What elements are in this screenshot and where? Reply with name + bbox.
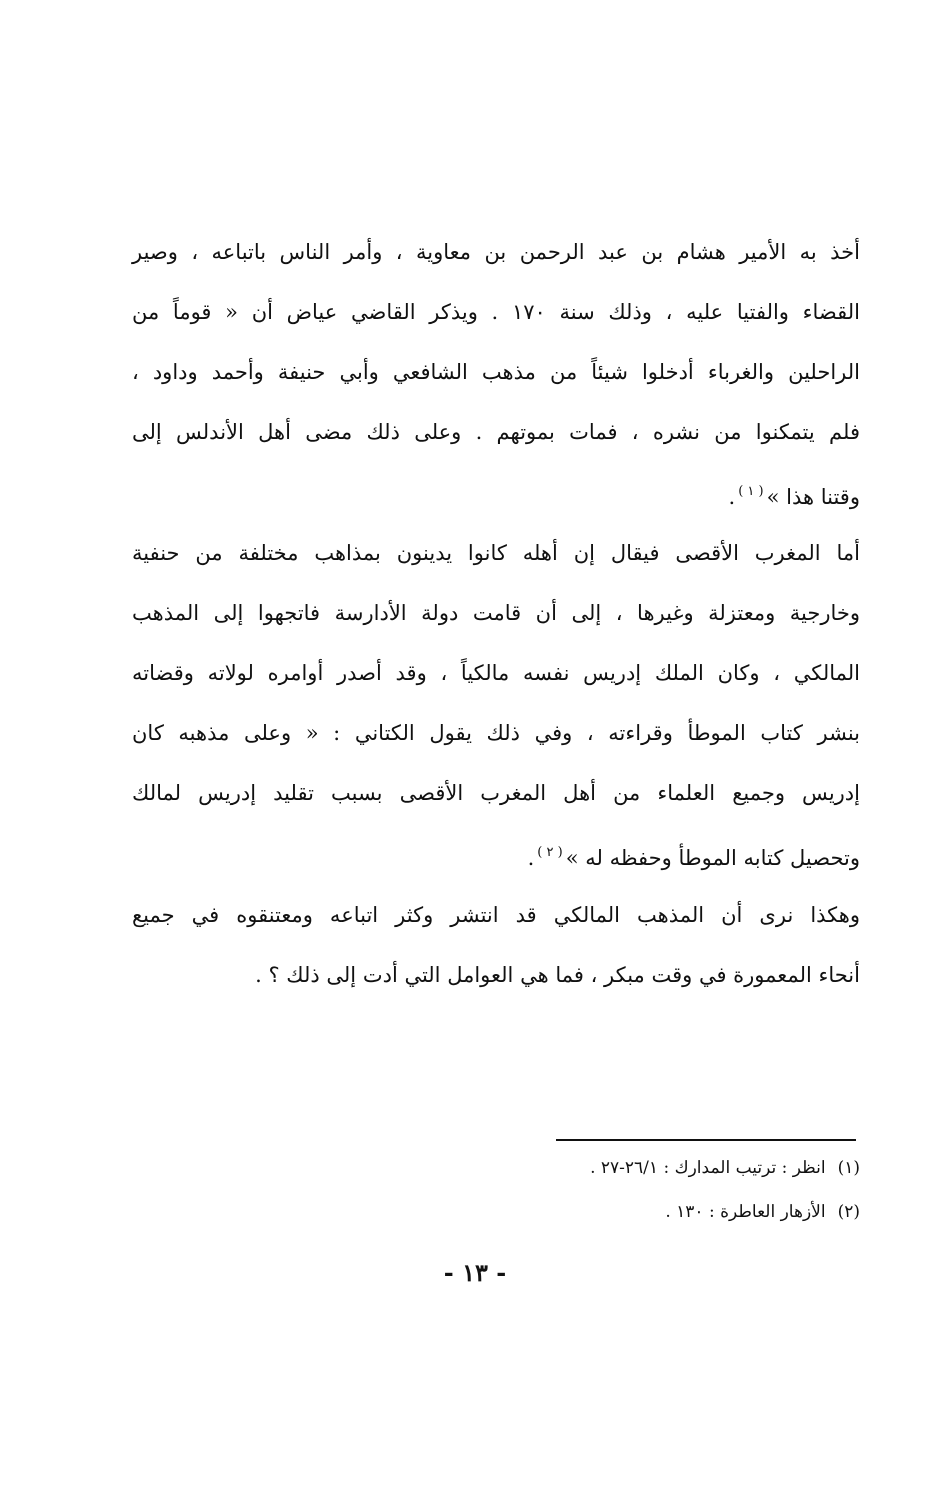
footnote-number: (٢) <box>837 1202 860 1222</box>
paragraph-line: القضاء والفتيا عليه ، وذلك سنة ١٧٠ . ويذكر القاضي عياض أن « قوماً من <box>132 300 860 324</box>
footnote-number: (١) <box>837 1158 860 1178</box>
sentence-end-mark: . <box>728 485 736 509</box>
footnote-1 <box>590 1153 860 1183</box>
paragraph-line: أما المغرب الأقصى فيقال إن أهله كانوا يدينون بمذاهب مختلفة من حنفية <box>132 541 860 565</box>
paragraph-last-line <box>132 823 860 883</box>
footnote-separator <box>556 1139 856 1141</box>
footnote-reference-2: ( ٢ ) <box>537 845 563 860</box>
paragraph-line-text: وتحصيل كتابه الموطأ وحفظه له » <box>565 846 860 870</box>
paragraph-line: بنشر كتاب الموطأ وقراءته ، وفي ذلك يقول الكتاني : « وعلى مذهبه كان <box>132 721 860 745</box>
footnote-text: الأزهار العاطرة : ١٣٠ . <box>665 1202 826 1222</box>
paragraph-line: فلم يتمكنوا من نشره ، فمات بموتهم . وعلى ذلك مضى أهل الأندلس إلى <box>132 420 860 444</box>
page-number: - ١٣ - <box>443 1258 507 1287</box>
paragraph-line: المالكي ، وكان الملك إدريس نفسه مالكياً ، وقد أصدر أوامره لولاته وقضاته <box>132 661 860 685</box>
footnote-reference-1: ( ١ ) <box>738 484 764 499</box>
paragraph-last-line <box>132 462 860 522</box>
paragraph-line-text: وقتنا هذا » <box>766 485 860 509</box>
footnote-2 <box>665 1197 860 1227</box>
footnote-text: انظر : ترتيب المدارك : ٢٦/١-٢٧ . <box>590 1158 826 1178</box>
paragraph-3 <box>132 885 860 1005</box>
paragraph-line: وخارجية ومعتزلة وغيرها ، إلى أن قامت دولة الأدارسة فاتجهوا إلى المذهب <box>132 601 860 625</box>
paragraph-line: الراحلين والغرباء أدخلوا شيئاً من مذهب الشافعي وأبي حنيفة وأحمد وداود ، <box>132 360 860 384</box>
sentence-end-mark: . <box>527 846 535 870</box>
paragraph-1 <box>132 222 860 522</box>
paragraph-line: وهكذا نرى أن المذهب المالكي قد انتشر وكثر اتباعه ومعتنقوه في جميع <box>132 903 860 927</box>
paragraph-line: أخذ به الأمير هشام بن عبد الرحمن بن معاوية ، وأمر الناس باتباعه ، وصير <box>132 240 860 264</box>
paragraph-line: إدريس وجميع العلماء من أهل المغرب الأقصى بسبب تقليد إدريس لمالك <box>132 781 860 805</box>
paragraph-2 <box>132 523 860 883</box>
paragraph-line: أنحاء المعمورة في وقت مبكر ، فما هي العوامل التي أدت إلى ذلك ؟ . <box>255 963 860 987</box>
